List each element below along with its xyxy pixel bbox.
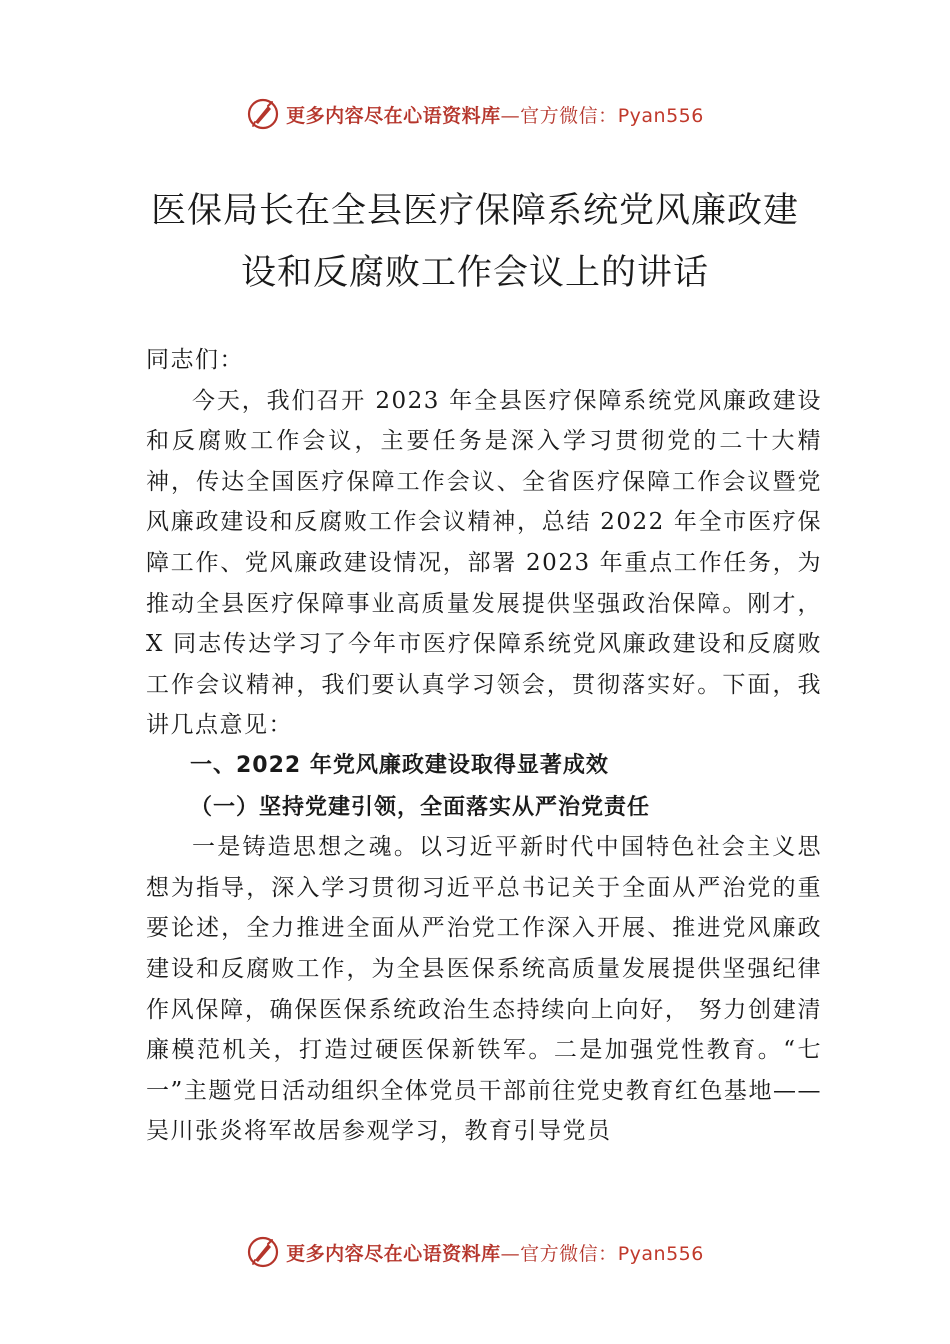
quill-pen-circle-icon: [246, 1235, 280, 1269]
intro-paragraph: 今天，我们召开 2023 年全县医疗保障系统党风廉政建设和反腐败工作会议，主要任务是深入学习贯彻党的二十大精神，传达全国医疗保障工作会议、全省医疗保障工作会议暨党风廉政建设和反腐败工作会议精神，总结 2022 年全市医疗保障工作、党风廉政建设情况，部署 2023 年重点工作任务，为推动全县医疗保障事业高质量发展提供坚强政治保障。刚才，X 同志传达学习了今年市医疗保障系统党风廉政建设和反腐败工作会议精神，我们要认真学习领会，贯彻落实好。下面，我讲几点意见：: [146, 387, 822, 739]
watermark-separator: —: [500, 104, 521, 127]
watermark-label: 官方微信：: [520, 104, 618, 127]
watermark-text: [286, 101, 704, 128]
subsection-heading-1: （一）坚持党建引领，全面落实从严治党责任: [190, 793, 651, 820]
salutation: 同志们：: [146, 347, 244, 373]
watermark-brand: 更多内容尽在心语资料库: [286, 1242, 501, 1265]
watermark-footer: [0, 1232, 950, 1272]
watermark-wechat-id: Pyan556: [617, 1242, 704, 1265]
body-paragraph-1: 一是铸造思想之魂。以习近平新时代中国特色社会主义思想为指导，深入学习贯彻习近平总书记关于全面从严治党的重要论述，全力推进全面从严治党工作深入开展、推进党风廉政建设和反腐败工作，为全县医保系统高质量发展提供坚强纪律作风保障，确保医保系统政治生态持续向上向好， 努力创建清廉模范机关，打造过硬医保新铁军。二是加强党性教育。“七一”主题党日活动组织全体党员干部前往党史教育红色基地——吴川张炎将军故居参观学习，教育引导党员: [146, 834, 822, 1145]
section-heading-1: 一、2022 年党风廉政建设取得显著成效: [190, 752, 609, 778]
watermark-separator: —: [500, 1242, 521, 1265]
watermark-wechat-id: Pyan556: [617, 104, 704, 127]
quill-pen-circle-icon: [246, 97, 280, 131]
watermark-text: [286, 1239, 704, 1266]
watermark-header: [0, 94, 950, 134]
document-title: 医保局长在全县医疗保障系统党风廉政建设和反腐败工作会议上的讲话: [150, 191, 799, 293]
watermark-label: 官方微信：: [520, 1242, 618, 1265]
watermark-brand: 更多内容尽在心语资料库: [286, 104, 501, 127]
document-body: [146, 340, 822, 1152]
